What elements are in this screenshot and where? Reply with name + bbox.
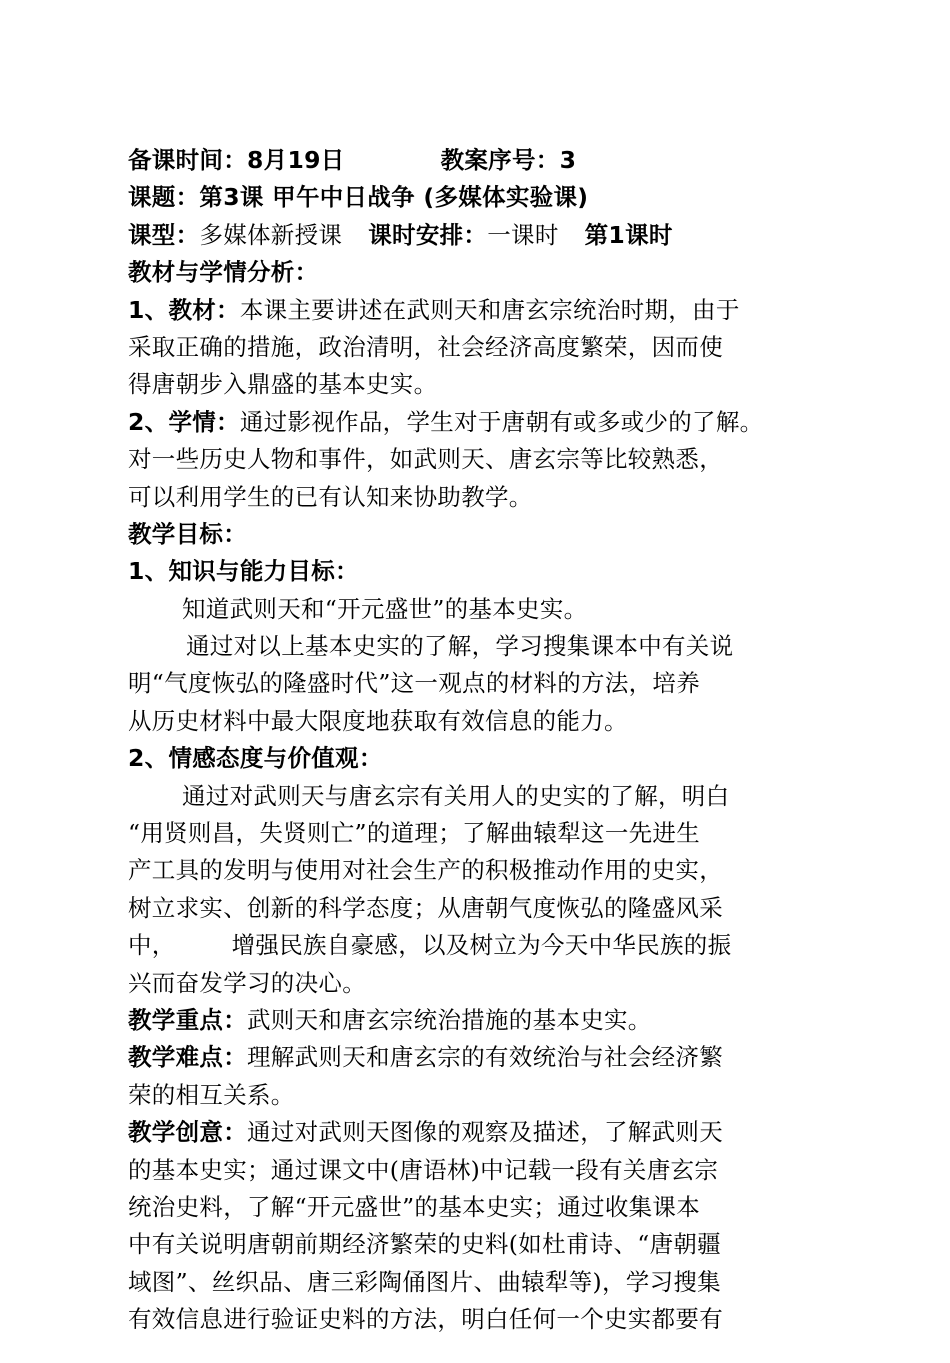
- analysis-heading: 教材与学情分析：: [128, 258, 319, 287]
- creative-line-1: [128, 1114, 828, 1151]
- lesson-number: 第1课时: [584, 220, 673, 249]
- emotion-line-1: 通过对武则天与唐玄宗有关用人的史实的了解，明白: [182, 781, 730, 810]
- emotion-line-5-start: 中，: [128, 931, 176, 960]
- students-line-3: 可以利用学生的已有认知来协助教学。: [128, 482, 533, 511]
- type-value: 多媒体新授课: [199, 220, 343, 249]
- plan-number-label: 教案序号：: [440, 146, 560, 174]
- creative-line-4: 中有关说明唐朝前期经济繁荣的史料(如杜甫诗、“唐朝疆: [128, 1230, 721, 1259]
- emotion-line-5-end: 增强民族自豪感，以及树立为今天中华民族的振: [231, 931, 732, 960]
- knowledge-line-2: 通过对以上基本史实的了解，学习搜集课本中有关说: [186, 632, 734, 661]
- key-point-text: 武则天和唐玄宗统治措施的基本史实。: [247, 1005, 652, 1034]
- creative-line-3: 统治史料，了解“开元盛世”的基本史实；通过收集课本: [128, 1192, 701, 1221]
- knowledge-line-3: 明“气度恢弘的隆盛时代”这一观点的材料的方法，培养: [128, 669, 701, 698]
- key-point-row: [128, 1002, 828, 1039]
- difficulty-text: 理解武则天和唐玄宗的有效统治与社会经济繁: [247, 1043, 723, 1072]
- prep-time-label: 备课时间：: [128, 146, 247, 174]
- students-line-2: 对一些历史人物和事件，如武则天、唐玄宗等比较熟悉，: [128, 445, 723, 474]
- creative-text: 通过对武则天图像的观察及描述，了解武则天: [247, 1118, 723, 1147]
- lesson-plan-body: [128, 142, 828, 1339]
- emotion-line-2: “用贤则昌，失贤则亡”的道理；了解曲辕犁这一先进生: [128, 819, 701, 848]
- creative-line-6: 有效信息进行验证史料的方法，明白任何一个史实都要有: [128, 1305, 723, 1334]
- difficulty-line-1: [128, 1039, 828, 1076]
- textbook-line-2: 采取正确的措施，政治清明，社会经济高度繁荣，因而使: [128, 332, 723, 361]
- students-line-1: [128, 404, 828, 441]
- difficulty-line-2: 荣的相互关系。: [128, 1080, 295, 1109]
- creative-line-5: 域图”、丝织品、唐三彩陶俑图片、曲辕犁等)，学习搜集: [128, 1267, 721, 1296]
- schedule-label: 课时安排：: [368, 220, 488, 249]
- textbook-label: 1、教材：: [128, 295, 240, 324]
- textbook-text: 本课主要讲述在武则天和唐玄宗统治时期，由于: [239, 295, 740, 324]
- textbook-line-1: [128, 292, 828, 329]
- emotion-line-4: 树立求实、创新的科学态度；从唐朝气度恢弘的隆盛风采: [128, 893, 723, 922]
- emotion-line-3: 产工具的发明与使用对社会生产的积极推动作用的史实，: [128, 856, 723, 885]
- type-label: 课型：: [128, 220, 200, 249]
- emotion-goals-label: 2、情感态度与价值观：: [128, 744, 383, 773]
- emotion-line-6: 兴而奋发学习的决心。: [128, 968, 366, 997]
- prep-time-row: [128, 142, 828, 179]
- textbook-line-3: 得唐朝步入鼎盛的基本史实。: [128, 370, 438, 399]
- prep-time-value: 8月19日: [247, 146, 345, 174]
- students-label: 2、学情：: [128, 407, 240, 436]
- knowledge-line-1: 知道武则天和“开元盛世”的基本史实。: [182, 594, 588, 623]
- goals-heading: 教学目标：: [128, 519, 247, 548]
- creative-line-2: 的基本史实；通过课文中(唐语林)中记载一段有关唐玄宗: [128, 1155, 719, 1184]
- plan-number-value: 3: [559, 146, 577, 174]
- topic-value: 第3课 甲午中日战争 (多媒体实验课): [199, 183, 589, 212]
- difficulty-label: 教学难点：: [128, 1043, 247, 1072]
- knowledge-goals-label: 1、知识与能力目标：: [128, 557, 359, 586]
- schedule-value: 一课时: [487, 220, 559, 249]
- students-text: 通过影视作品，学生对于唐朝有或多或少的了解。: [239, 407, 764, 436]
- creative-label: 教学创意：: [128, 1118, 247, 1147]
- type-row: [128, 217, 828, 254]
- knowledge-line-4: 从历史材料中最大限度地获取有效信息的能力。: [128, 706, 628, 735]
- topic-label: 课题：: [128, 183, 200, 212]
- key-point-label: 教学重点：: [128, 1005, 247, 1034]
- emotion-line-5: [128, 927, 828, 964]
- topic-row: [128, 179, 828, 216]
